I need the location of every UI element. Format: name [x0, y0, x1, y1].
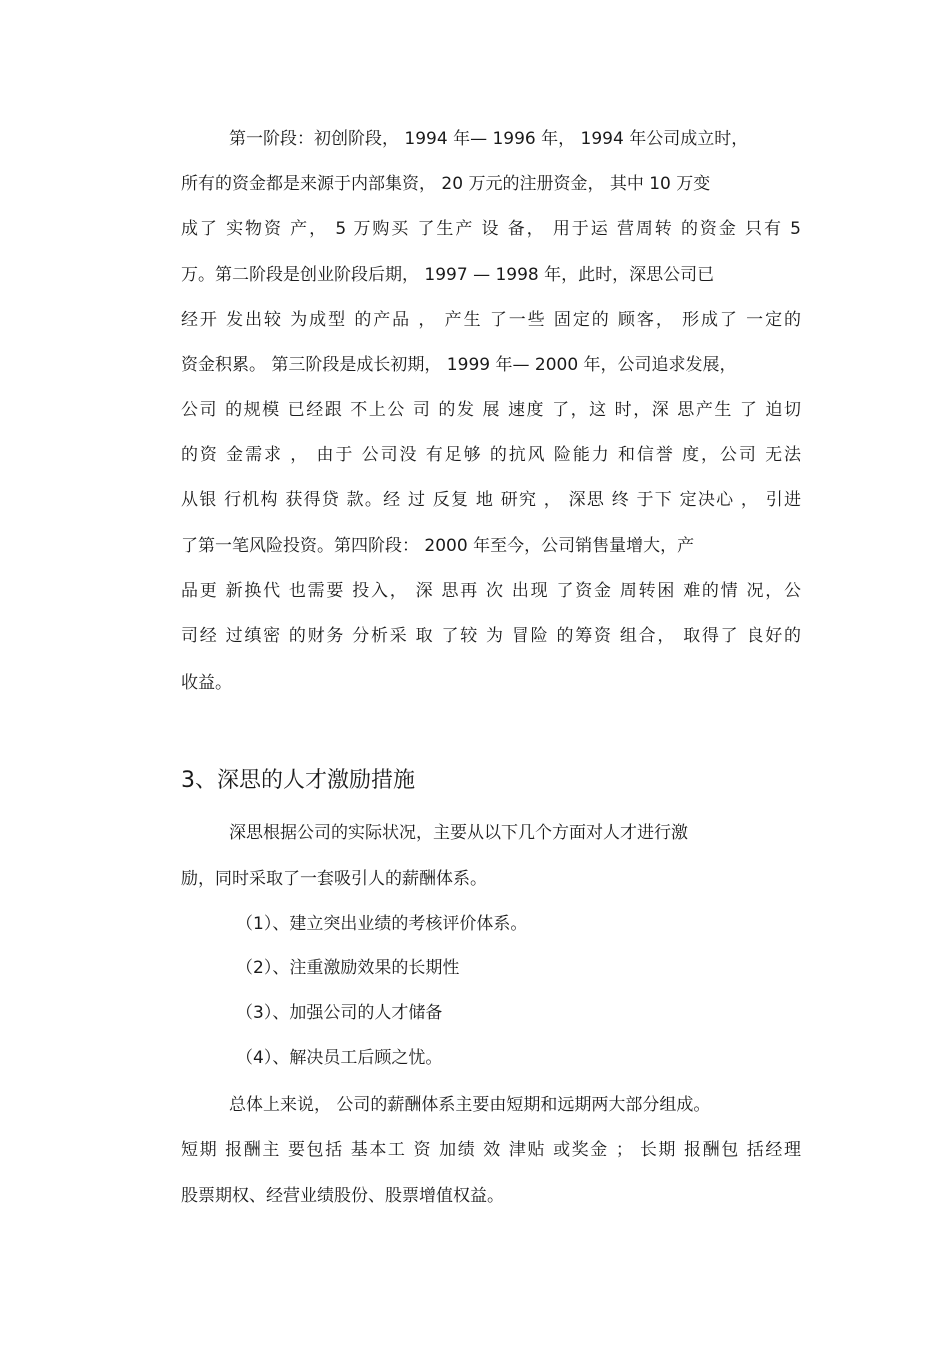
- list-item-3: （3）、加强公司的人才储备: [236, 1003, 443, 1023]
- stage-line-3: 成了 实物资 产， 5 万购买 了生产 设 备， 用于运 营周转 的资金 只有 5: [181, 219, 801, 239]
- list-item-1: （1）、建立突出业绩的考核评价体系。: [236, 914, 528, 934]
- stage-line-12: 司经 过缜密 的财务 分析采 取 了较 为 冒险 的筹资 组合， 取得了 良好的: [181, 626, 801, 646]
- stage-line-10: 了第一笔风险投资。第四阶段： 2000 年至今，公司销售量增大，产: [181, 536, 695, 556]
- intro-line-1: 深思根据公司的实际状况，主要从以下几个方面对人才进行激: [229, 823, 688, 843]
- stage-line-6: 资金积累。 第三阶段是成长初期， 1999 年— 2000 年，公司追求发展，: [181, 355, 737, 375]
- stage-line-8: 的资 金需求 ， 由于 公司没 有足够 的抗风 险能力 和信誉 度，公司 无法: [181, 445, 801, 465]
- summary-line-3: 股票期权、经营业绩股份、股票增值权益。: [181, 1186, 504, 1206]
- summary-line-1: 总体上来说， 公司的薪酬体系主要由短期和远期两大部分组成。: [229, 1095, 711, 1115]
- stage-line-7: 公司 的规模 已经跟 不上公 司 的发 展 速度 了，这 时，深 思产生 了 迫切: [181, 400, 801, 420]
- stage-line-1: 第一阶段：初创阶段， 1994 年— 1996 年， 1994 年公司成立时，: [229, 129, 749, 149]
- list-item-2: （2）、注重激励效果的长期性: [236, 958, 460, 978]
- stage-line-4: 万。第二阶段是创业阶段后期， 1997 — 1998 年，此时，深思公司已: [181, 265, 715, 285]
- stage-line-9: 从银 行机构 获得贷 款。经 过 反复 地 研究 ， 深思 终 于下 定决心 ， 引进: [181, 490, 801, 510]
- stage-line-11: 品更 新换代 也需要 投入， 深 思再 次 出现 了资金 周转困 难的情 况，公: [181, 581, 801, 601]
- section-heading: 3、深思的人才激励措施: [181, 768, 415, 793]
- stage-line-2: 所有的资金都是来源于内部集资， 20 万元的注册资金， 其中 10 万变: [181, 174, 711, 194]
- intro-line-2: 励，同时采取了一套吸引人的薪酬体系。: [181, 869, 487, 889]
- list-item-4: （4）、解决员工后顾之忧。: [236, 1048, 443, 1068]
- stage-line-13: 收益。: [181, 673, 232, 693]
- summary-line-2: 短期 报酬主 要包括 基本工 资 加绩 效 津贴 或奖金 ； 长期 报酬包 括经理: [181, 1140, 801, 1160]
- stage-line-5: 经开 发出较 为成型 的产品 ， 产生 了一些 固定的 顾客， 形成了 一定的: [181, 310, 801, 330]
